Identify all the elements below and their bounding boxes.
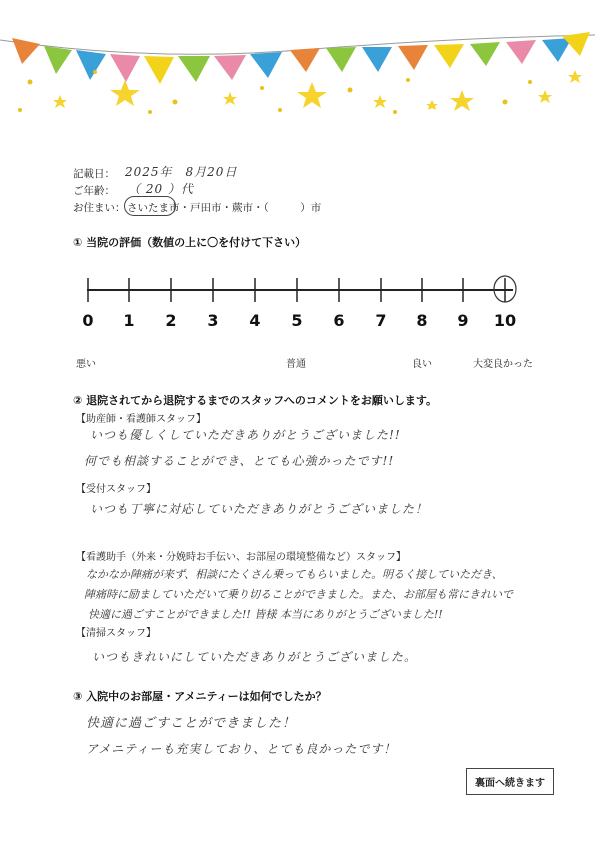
cleaning-label: 【清掃スタッフ】 (76, 628, 156, 639)
scale-number-7: 7 (375, 311, 387, 330)
section1-title: ① 当院の評価（数値の上に〇を付けて下さい） (73, 236, 307, 249)
residence-label: お住まい： (73, 202, 126, 214)
age-value: （ 20 ）代 (128, 182, 194, 196)
scale-number-1: 1 (123, 311, 135, 330)
midwife-comment-1: いつも優しくしていただきありがとうございました!! (90, 428, 401, 442)
assistant-label: 【看護助手（外来・分娩時お手伝い、お部屋の環境整備など）スタッフ】 (76, 552, 406, 563)
assistant-comment-1: なかなか陣痛が来ず、相談にたくさん乗ってもらいました。明るく接していただき、 (86, 568, 503, 581)
cleaning-comment-1: いつもきれいにしていただきありがとうございました。 (92, 650, 418, 664)
scale-number-6: 6 (333, 311, 345, 330)
date-value: 2025年 8月20日 (125, 165, 238, 179)
scale-number-4: 4 (249, 311, 261, 330)
scale-word-bad: 悪い (76, 359, 96, 370)
scale-number-9: 9 (457, 311, 469, 330)
midwife-comment-2: 何でも相談することができ、とても心強かったです!! (84, 454, 395, 468)
age-label: ご年齢： (73, 185, 115, 197)
reception-label: 【受付スタッフ】 (76, 484, 156, 495)
scale-number-2: 2 (165, 311, 177, 330)
section3-title: ③ 入院中のお部屋・アメニティーは如何でしたか？ (73, 690, 327, 703)
scale-number-5: 5 (291, 311, 303, 330)
scale-number-10: 10 (493, 311, 517, 330)
continue-next-page-button[interactable]: 裏面へ続きます (466, 768, 554, 795)
residence-value: さいたま市・戸田市・蕨市・（ ）市 (127, 202, 322, 214)
section2-title: ② 退院されてから退院するまでのスタッフへのコメントをお願いします。 (73, 394, 438, 407)
midwife-label: 【助産師・看護師スタッフ】 (76, 414, 206, 425)
date-label: 記載日： (73, 168, 115, 180)
section3-comment-2: アメニティーも充実しており、とても良かったです！ (86, 742, 397, 756)
scale-word-normal: 普通 (286, 359, 306, 370)
scale-word-great: 大変良かった (473, 359, 533, 370)
assistant-comment-2: 陣痛時に励ましていただいて乗り切ることができました。また、お部屋も常にきれいで (84, 588, 513, 601)
scale-number-8: 8 (416, 311, 428, 330)
scale-word-good: 良い (412, 359, 432, 370)
reception-comment-1: いつも丁寧に対応していただきありがとうございました！ (90, 502, 429, 516)
section3-comment-1: 快適に過ごすことができました！ (86, 716, 297, 731)
scale-number-3: 3 (207, 311, 219, 330)
scale-number-0: 0 (82, 311, 94, 330)
assistant-comment-3: 快適に過ごすことができました!! 皆様 本当にありがとうございました!! (88, 608, 443, 621)
